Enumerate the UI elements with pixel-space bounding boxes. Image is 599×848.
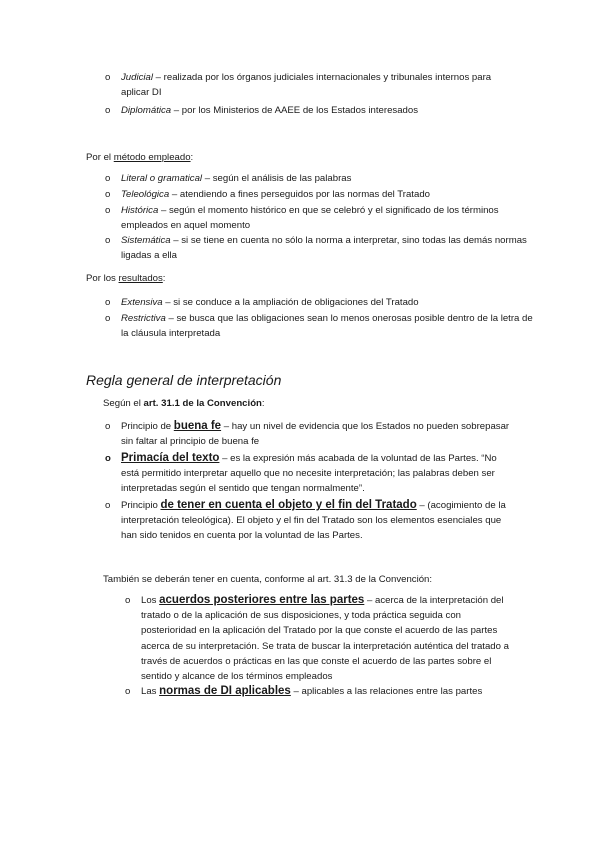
item-term: Histórica <box>121 205 159 216</box>
bullet-icon: o <box>125 686 131 697</box>
item-term: Teleológica <box>121 189 170 200</box>
item-text: – acerca de la interpretación del tratado o de la aplicación de sus disposiciones, y toda práctica seguida con posterioridad en la aplicación del Tratado por la que conste el acuerdo de las partes acerca de su interpretación. Se trata de buscar la interpretación auténtica del tratado a través de acuerdos o prácticas en las que conste el acuerdo de las partes sobre el sentido y alcance de los términos empleados <box>141 595 509 683</box>
intro-prefix: Por el <box>86 152 114 163</box>
bullet-icon: o <box>105 235 111 246</box>
item-text: – si se tiene en cuenta no sólo la norma a interpretar, sino todas las demás normas ligadas a ella <box>121 235 527 262</box>
intro-link: resultados <box>118 273 163 284</box>
item-text: – (acogimiento de la interpretación teleológica). El objeto y el fin del Tratado son los elementos esenciales que han sido tenidos en cuenta por la voluntad de las Partes. <box>121 500 506 542</box>
bullet-icon: o <box>105 189 111 200</box>
section-intro <box>103 396 265 411</box>
section-intro <box>86 150 193 165</box>
item-key: Primacía del texto <box>121 452 220 464</box>
bullet-icon: o <box>105 72 111 83</box>
item-text: – según el momento histórico en que se celebró y el significado de los términos empleados en aquel momento <box>121 205 499 232</box>
item-term: Extensiva <box>121 297 163 308</box>
item-prefix: Las <box>141 686 160 697</box>
item-key: de tener en cuenta el objeto y el fin del Tratado <box>160 499 417 511</box>
intro-article: art. 31.1 de la Convención <box>143 398 262 409</box>
list-item <box>105 203 541 233</box>
list-item <box>105 187 541 202</box>
section-intro: También se deberán tener en cuenta, conforme al art. 31.3 de la Convención: <box>103 574 433 585</box>
intro-link: método empleado <box>113 152 191 163</box>
item-text: – se busca que las obligaciones sean lo menos onerosas posible dentro de la letra de la cláusula interpretada <box>121 313 533 340</box>
item-text: – según el análisis de las palabras <box>202 173 352 184</box>
list-item <box>105 171 541 186</box>
list-item <box>105 103 521 118</box>
item-term: Sistemática <box>121 235 171 246</box>
item-prefix: Los <box>141 595 160 606</box>
item-text: – atendiendo a fines perseguidos por las normas del Tratado <box>169 189 430 200</box>
item-term: Diplomática <box>121 105 172 116</box>
item-prefix: Principio <box>121 500 161 511</box>
bullet-icon: o <box>125 595 131 606</box>
bullet-icon: o <box>105 173 111 184</box>
intro-suffix: : <box>261 398 265 409</box>
item-term: Judicial <box>121 72 153 83</box>
item-prefix: Principio de <box>121 421 174 432</box>
item-key: buena fe <box>173 420 222 432</box>
bullet-icon: o <box>105 105 111 116</box>
section-intro <box>86 271 165 286</box>
item-text: – si se conduce a la ampliación de obligaciones del Tratado <box>162 297 419 308</box>
list-item <box>125 593 511 684</box>
section-heading: Regla general de interpretación <box>86 372 282 388</box>
item-term: Literal o gramatical <box>121 173 203 184</box>
item-text: – realizada por los órganos judiciales internacionales y tribunales internos para aplicar DI <box>121 72 492 99</box>
item-key: normas de DI aplicables <box>159 685 291 697</box>
bullet-icon: o <box>105 205 111 216</box>
item-term: Restrictiva <box>121 313 166 324</box>
item-text: – es la expresión más acabada de la voluntad de las Partes. “No está permitido interpretar aquello que no necesite interpretación; las palabras deben ser interpretadas según el sentido que tengan normalmente”. <box>121 453 497 495</box>
bullet-icon: o <box>105 297 111 308</box>
bullet-icon: o <box>105 421 111 432</box>
list-item <box>105 498 511 544</box>
list-item <box>105 70 521 100</box>
item-text: – aplicables a las relaciones entre las partes <box>290 686 483 697</box>
item-key: acuerdos posteriores entre las partes <box>159 594 365 606</box>
item-text: – por los Ministerios de AAEE de los Estados interesados <box>171 105 419 116</box>
list-item <box>125 684 511 699</box>
intro-prefix: Según el <box>103 398 144 409</box>
list-item <box>105 451 511 497</box>
list-item <box>105 419 511 449</box>
item-text: – hay un nivel de evidencia que los Estados no pueden sobrepasar sin faltar al principio de buena fe <box>121 421 510 448</box>
bullet-icon: o <box>105 453 111 464</box>
intro-suffix: : <box>162 273 166 284</box>
intro-suffix: : <box>190 152 194 163</box>
list-item <box>105 295 541 310</box>
list-item <box>105 233 541 263</box>
bullet-icon: o <box>105 313 111 324</box>
bullet-icon: o <box>105 500 111 511</box>
intro-prefix: Por los <box>86 273 119 284</box>
list-item <box>105 311 541 341</box>
